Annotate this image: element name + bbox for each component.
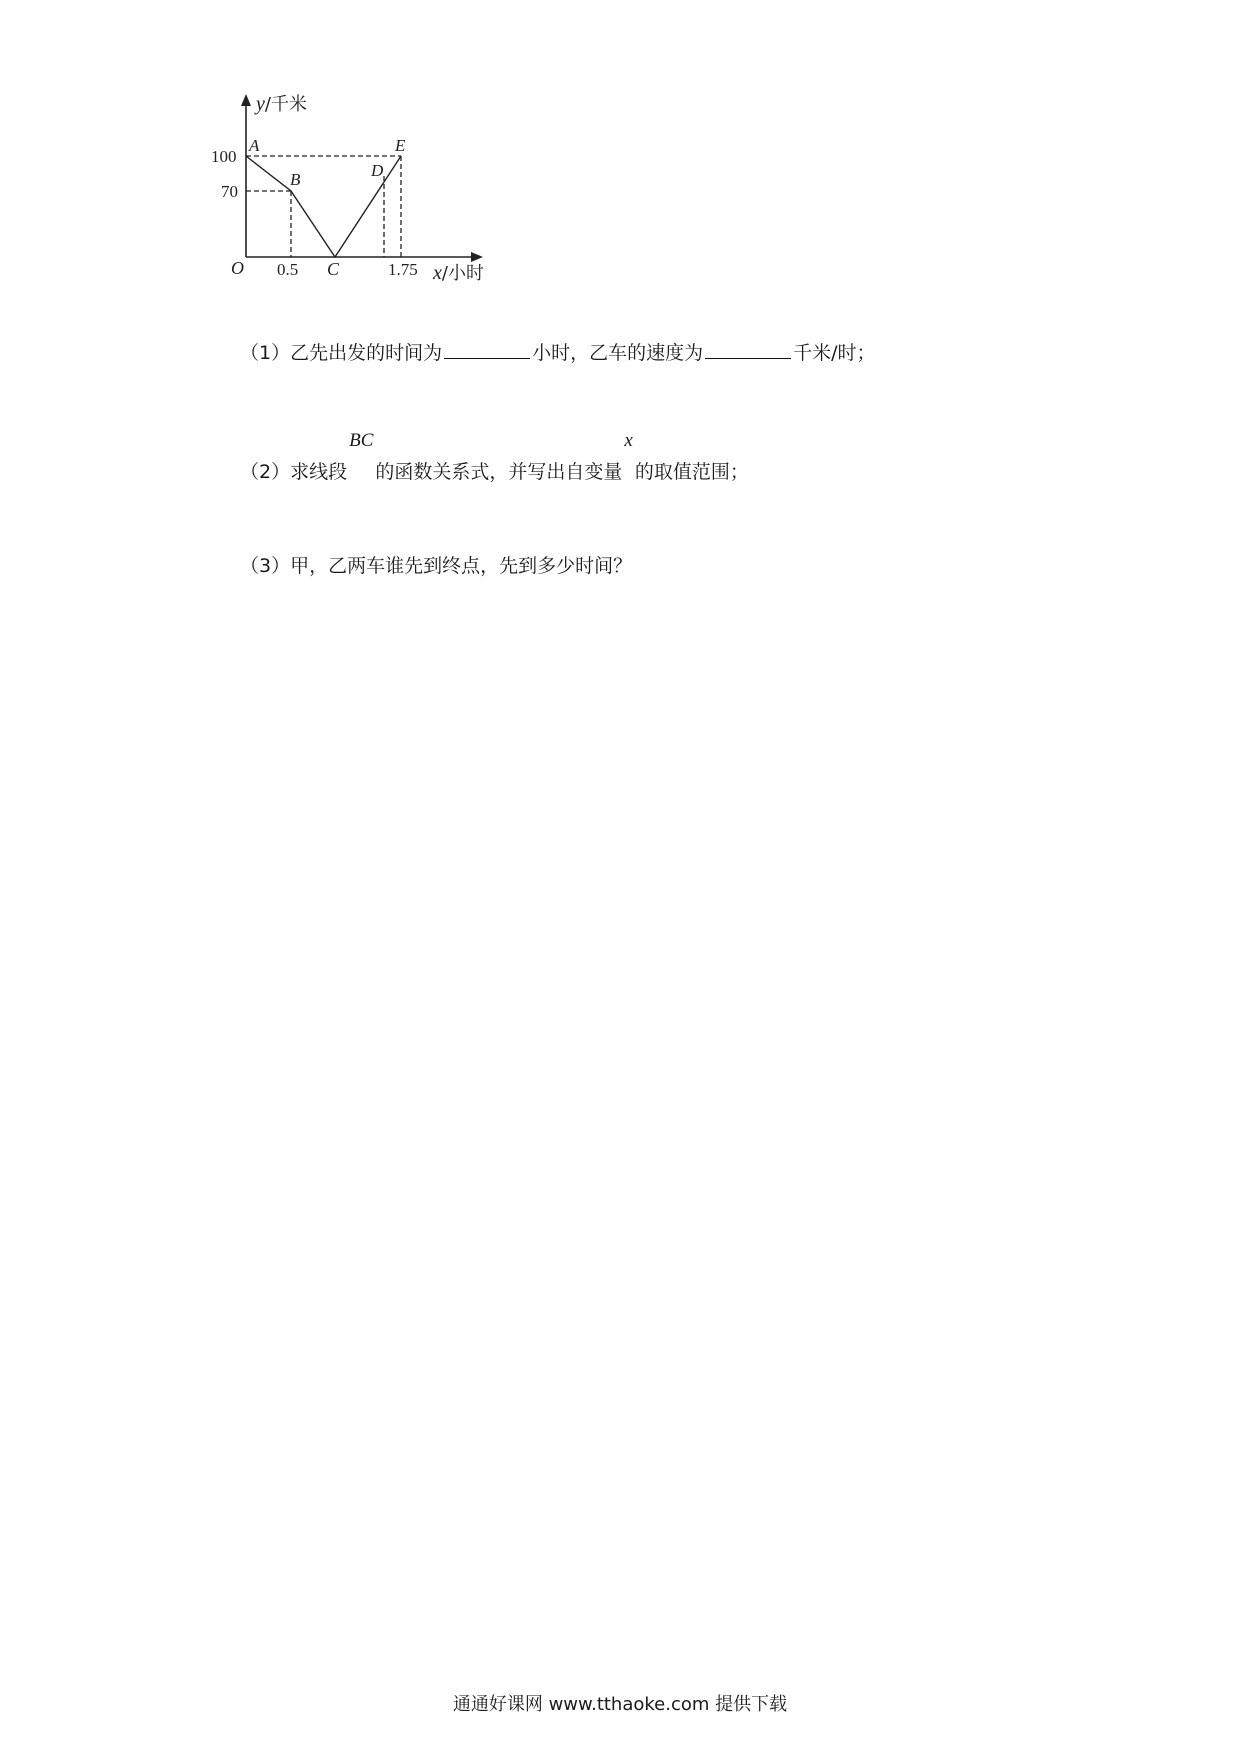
question-2-text-a: 求线段	[290, 461, 348, 483]
x-tick-0.5: 0.5	[277, 260, 299, 279]
y-tick-100: 100	[211, 147, 237, 166]
point-a-label: A	[249, 136, 260, 155]
question-2	[240, 430, 749, 485]
x-axis-arrow	[471, 252, 483, 262]
y-axis-arrow	[241, 94, 251, 106]
distance-time-graph	[211, 90, 565, 325]
question-2-number: （2）	[240, 461, 291, 483]
question-1-text-a: 乙先出发的时间为	[290, 342, 443, 364]
x-tick-1.75: 1.75	[388, 260, 418, 279]
page-footer: 通通好课网 www.tthaoke.com 提供下载	[452, 1694, 788, 1715]
segment-bc-symbol: BC	[349, 430, 374, 451]
answer-blank-speed[interactable]	[705, 340, 791, 359]
point-d-label: D	[371, 161, 384, 180]
question-1	[240, 340, 876, 365]
question-2-text-c: 的取值范围；	[634, 461, 749, 483]
y-axis-label: y/千米	[256, 93, 307, 115]
question-3-number: （3）	[240, 555, 291, 577]
question-2-text-b: 的函数关系式，并写出自变量	[375, 461, 623, 483]
point-e-label: E	[395, 136, 406, 155]
question-1-text-c: 千米/时；	[793, 342, 876, 364]
origin-label: O	[231, 258, 244, 278]
point-b-label: B	[290, 170, 301, 189]
question-1-text-b: 小时，乙车的速度为	[532, 342, 704, 364]
question-3	[240, 554, 632, 578]
answer-blank-time[interactable]	[444, 340, 530, 359]
point-c-label: C	[327, 259, 340, 279]
question-1-number: （1）	[240, 342, 291, 364]
x-axis-label: x/小时	[433, 262, 484, 284]
question-3-text: 甲，乙两车谁先到终点，先到多少时间？	[290, 555, 633, 577]
y-tick-70: 70	[221, 182, 238, 201]
variable-x-symbol: x	[624, 430, 633, 451]
